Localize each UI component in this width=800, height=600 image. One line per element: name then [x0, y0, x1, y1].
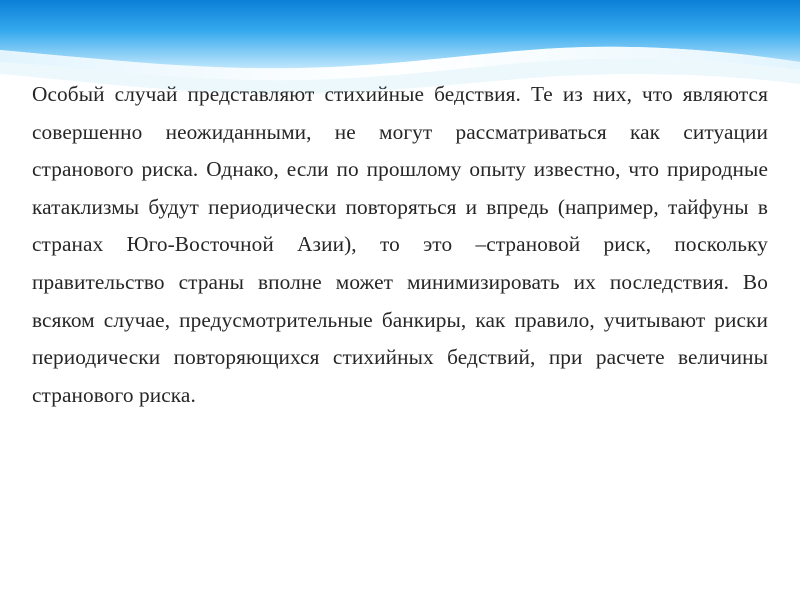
- slide-body-text: Особый случай представляют стихийные бедствия. Те из них, что являются совершенно неожиданными, не могут рассматриваться как ситуации странового риска. Однако, если по прошлому опыту известно, что природные катаклизмы будут периодически повторяться и впредь (например, тайфуны в странах Юго-Восточной Азии), то это –страновой риск, поскольку правительство страны вполне может минимизировать их последствия. Во всяком случае, предусмотрительные банкиры, как правило, учитывают риски периодически повторяющихся стихийных бедствий, при расчете величины странового риска.: [32, 82, 768, 407]
